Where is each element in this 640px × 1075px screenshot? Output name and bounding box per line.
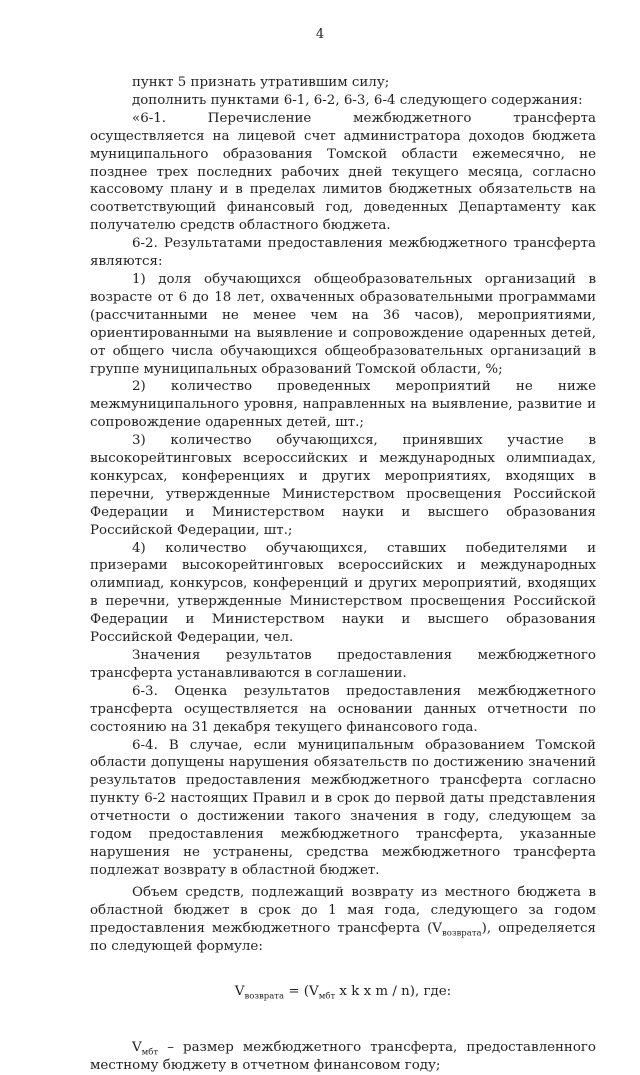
refund-paragraph (90, 884, 596, 956)
formula-lhs-subscript: возврата (244, 992, 285, 1003)
paragraph: «6-1. Перечисление межбюджетного трансферта осуществляется на лицевой счет администратора доходов бюджета муниципального образования Томской области ежемесячно, не позднее трех последних рабочих дней текущего месяца, согласно кассовому плану и в пределах лимитов бюджетных обязательств на соответствующий финансовый год, доведенных Департаменту как получателю средств областного бюджета. (90, 110, 596, 234)
paragraph: 6-3. Оценка результатов предоставления межбюджетного трансферта осуществляется на основании данных отчетности по состоянию на 31 декабря текущего финансового года. (90, 683, 596, 735)
paragraph: пункт 5 признать утратившим силу; (132, 75, 390, 90)
definition-text: – размер межбюджетного трансферта, предоставленного местному бюджету в отчетном финансовом году; (90, 1040, 596, 1074)
paragraph: 6-4. В случае, если муниципальным образованием Томской области допущены нарушения обязательств по достижению значений результатов предоставления межбюджетного трансферта согласно пункту 6-2 настоящих Правил и в срок до первой даты представления отчетности о достижении такого значения в году, следующем за годом предоставления межбюджетного трансферта, указанные нарушения не устранены, средства межбюджетного трансферта подлежат возврату в областной бюджет. (90, 737, 596, 878)
document-body (90, 74, 596, 1075)
formula-lhs: V (234, 984, 245, 1000)
paragraph: Значения результатов предоставления межбюджетного трансферта устанавливаются в соглашении. (90, 648, 596, 681)
formula-equals: = (V (284, 984, 319, 1000)
paragraph: 1) доля обучающихся общеобразовательных организаций в возрасте от 6 до 18 лет, охваченных образовательными программами (рассчитанными не менее чем на 36 часов), мероприятиями, ориентированными на выявление и сопровождение одаренных детей, от общего числа обучающихся общеобразовательных организаций в группе муниципальных образований Томской области, %; (90, 271, 596, 377)
refund-subscript: возврата (441, 928, 482, 939)
formula-mbt-subscript: мбт (318, 992, 336, 1003)
definition-paragraph (90, 1039, 596, 1075)
paragraph: 4) количество обучающихся, ставших победителями и призерами высокорейтинговых всероссийских и международных олимпиад, конкурсов, конференций и других мероприятий, входящих в перечни, утвержденные Министерством просвещения Российской Федерации и Министерством науки и высшего образования Российской Федерации, чел. (90, 540, 596, 646)
page-number: 4 (315, 27, 325, 42)
definition-symbol: V (132, 1040, 142, 1056)
refund-text-after: ), определяется по следующей формуле: (90, 920, 596, 954)
refund-text: Объем средств, подлежащий возврату из местного бюджета в областной бюджет в срок до 1 мая года, следующего за годом предоставления межбюджетного трансферта (V (90, 884, 596, 936)
paragraph: дополнить пунктами 6-1, 6-2, 6-3, 6-4 следующего содержания: (132, 92, 583, 108)
formula-rest: x k x m / n), где: (335, 984, 452, 1000)
paragraph: 2) количество проведенных мероприятий не ниже межмуниципального уровня, направленных на выявление, развитие и сопровождение одаренных детей, шт.; (90, 379, 596, 431)
definition-subscript: мбт (141, 1047, 159, 1058)
refund-formula (90, 983, 596, 1001)
paragraph: 6-2. Результатами предоставления межбюджетного трансферта являются: (90, 236, 596, 270)
paragraph: 3) количество обучающихся, принявших участие в высокорейтинговых всероссийских и международных олимпиадах, конкурсах, конференциях и других мероприятиях, входящих в перечни, утвержденные Министерством просвещения Российской Федерации и Министерством науки и высшего образования Российской Федерации, шт.; (90, 433, 596, 538)
